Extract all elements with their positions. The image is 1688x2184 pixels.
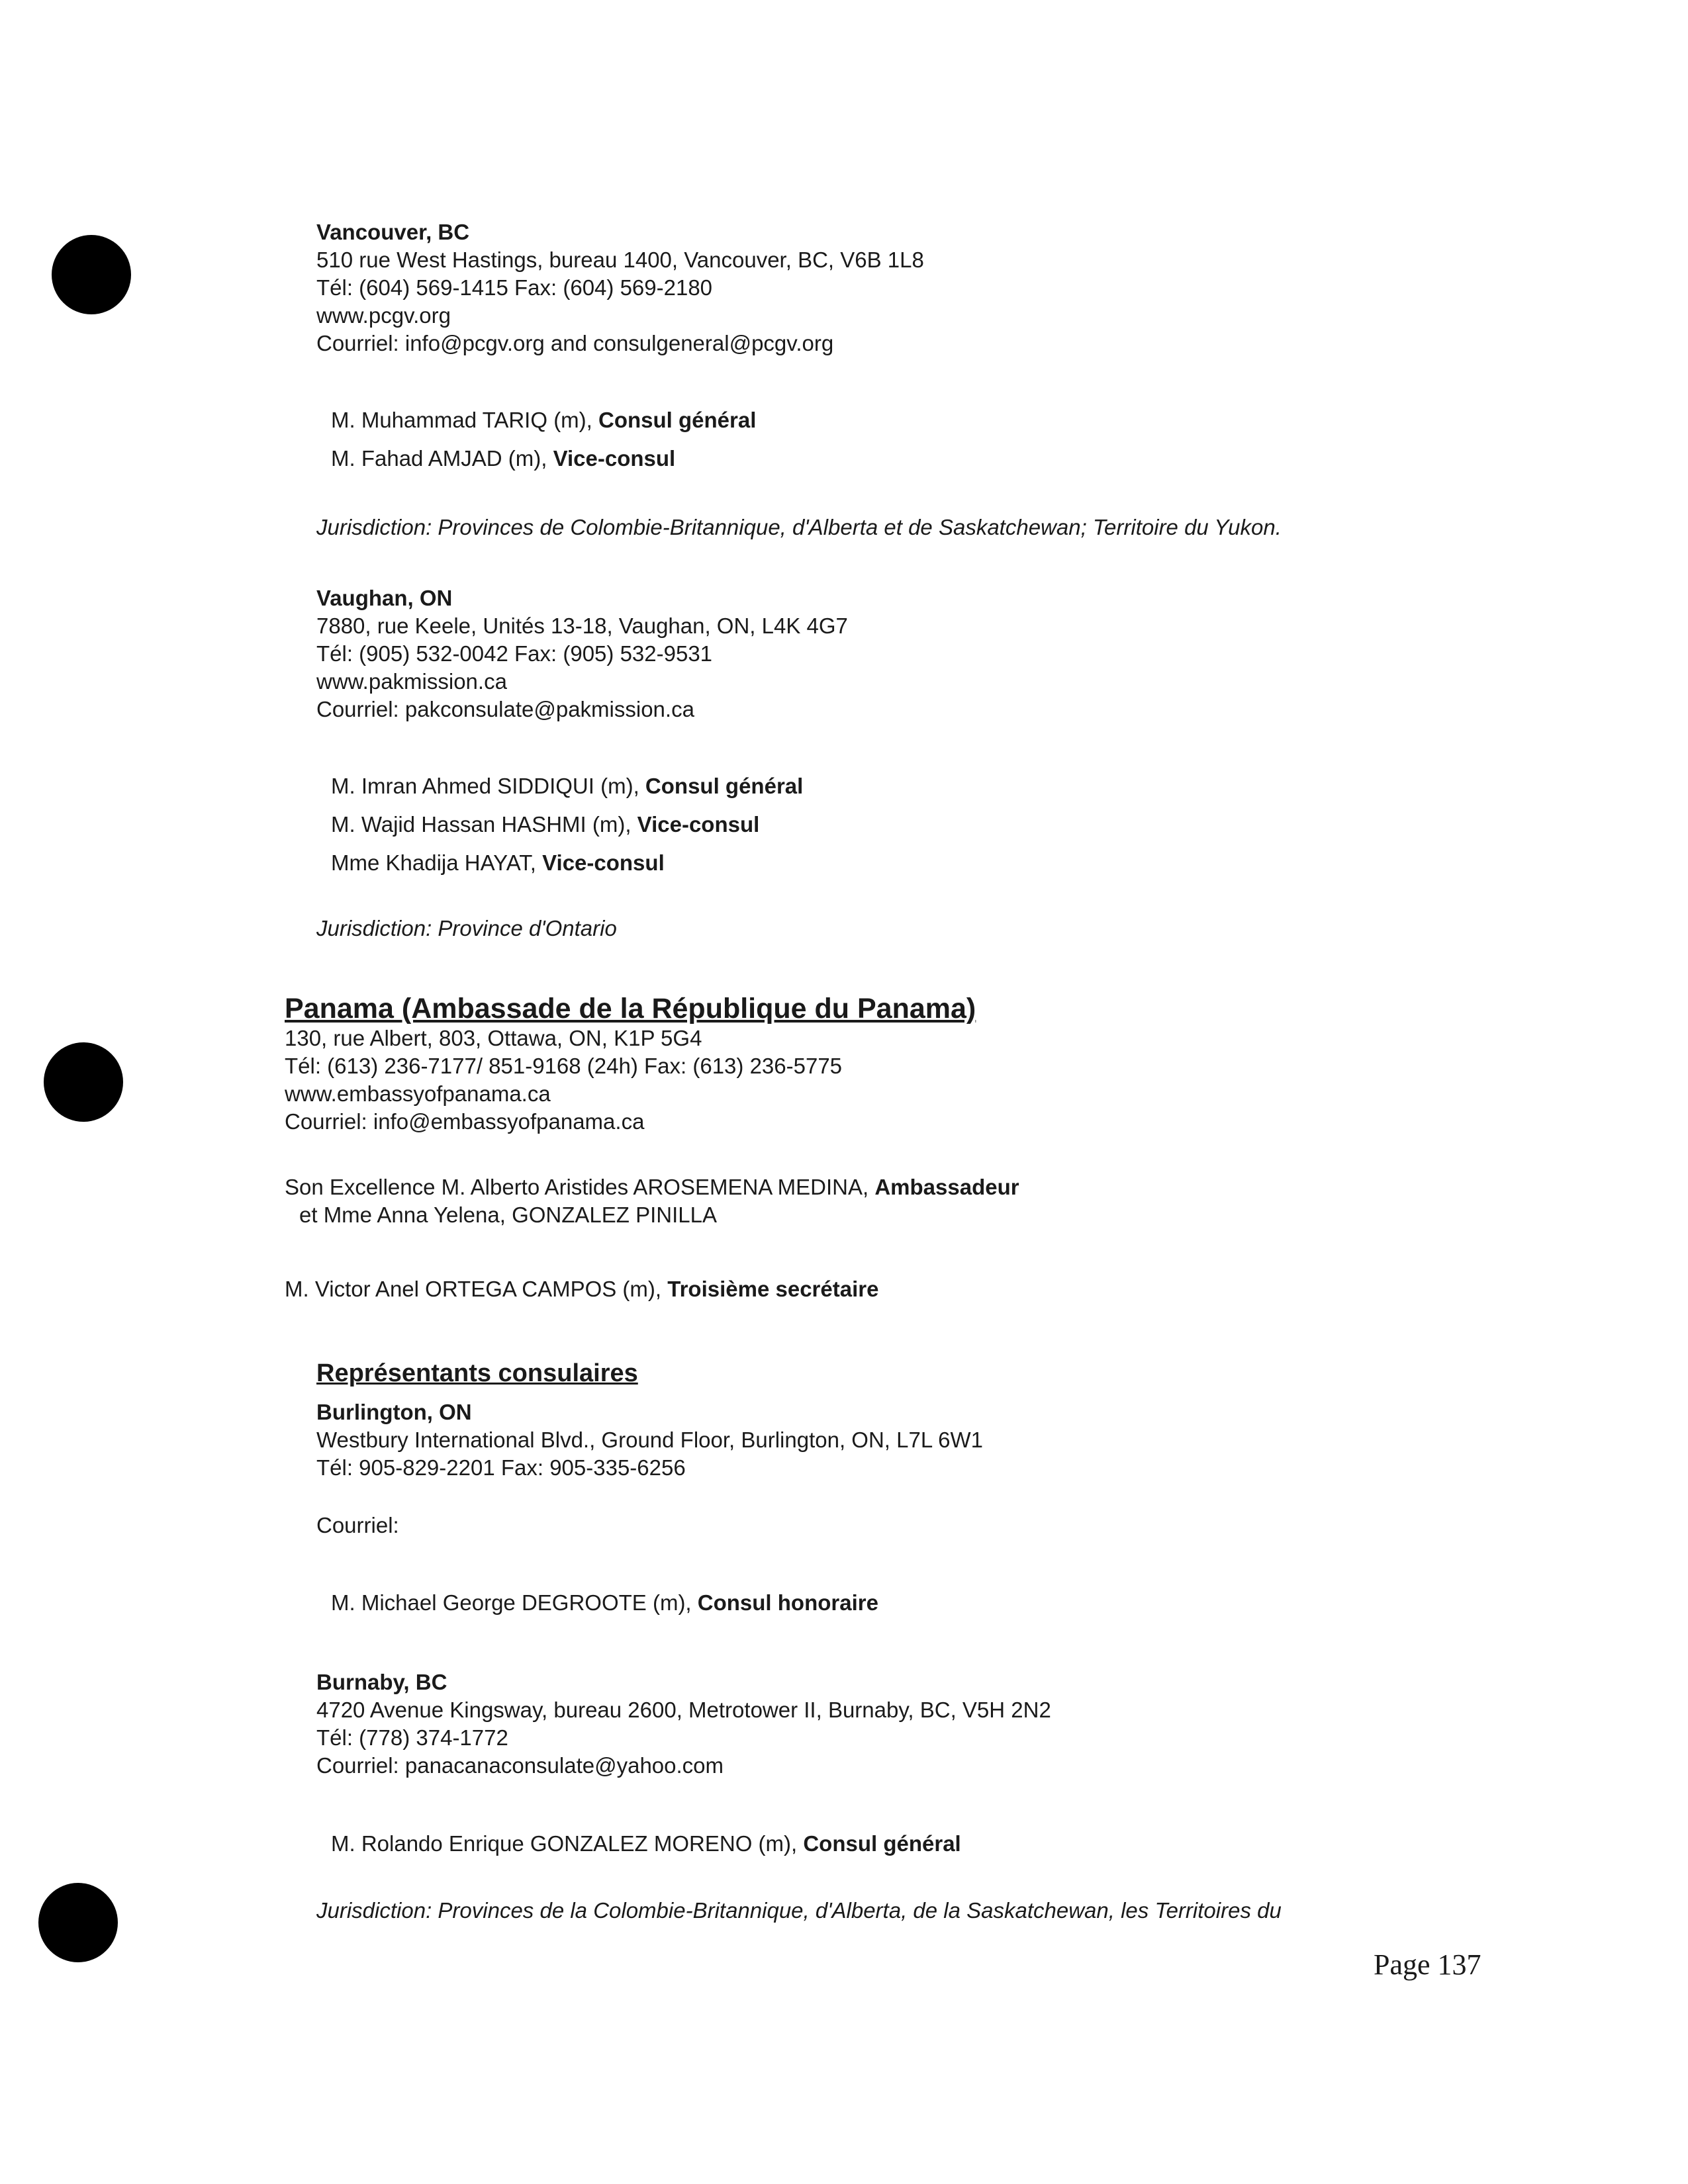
- staff-name: M. Michael George DEGROOTE (m),: [331, 1590, 698, 1615]
- staff-title: Vice-consul: [553, 446, 676, 471]
- ambassador-name: Son Excellence M. Alberto Aristides AROSEMENA MEDINA,: [285, 1175, 875, 1199]
- vancouver-jurisdiction: Jurisdiction: Provinces de Colombie-Britannique, d'Alberta et de Saskatchewan; Territoire du Yukon.: [316, 515, 1282, 539]
- vaughan-email: Courriel: pakconsulate@pakmission.ca: [316, 697, 694, 721]
- vaughan-jurisdiction: Jurisdiction: Province d'Ontario: [316, 916, 617, 940]
- vancouver-contact-block: [316, 218, 924, 357]
- burlington-contact-block: [316, 1398, 983, 1482]
- punch-hole-top: [52, 235, 131, 314]
- punch-hole-middle: [44, 1042, 123, 1122]
- panama-heading: Panama (Ambassade de la République du Panama): [285, 993, 976, 1024]
- vancouver-city: Vancouver, BC: [316, 220, 470, 244]
- staff-title: Vice-consul: [542, 850, 665, 875]
- secretary-title: Troisième secrétaire: [667, 1277, 879, 1301]
- panama-email: Courriel: info@embassyofpanama.ca: [285, 1109, 645, 1134]
- staff-name: Mme Khadija HAYAT,: [331, 850, 543, 875]
- staff-name: M. Muhammad TARIQ (m),: [331, 408, 598, 432]
- burnaby-address: 4720 Avenue Kingsway, bureau 2600, Metrotower II, Burnaby, BC, V5H 2N2: [316, 1698, 1051, 1722]
- burnaby-phone: Tél: (778) 374-1772: [316, 1725, 508, 1750]
- consular-representatives-heading: Représentants consulaires: [316, 1359, 638, 1387]
- staff-name: M. Wajid Hassan HASHMI (m),: [331, 812, 637, 837]
- vancouver-address: 510 rue West Hastings, bureau 1400, Vancouver, BC, V6B 1L8: [316, 248, 924, 272]
- vancouver-web: www.pcgv.org: [316, 303, 451, 328]
- vancouver-phone: Tél: (604) 569-1415 Fax: (604) 569-2180: [316, 275, 713, 300]
- punch-hole-bottom: [38, 1883, 118, 1962]
- burnaby-email: Courriel: panacanaconsulate@yahoo.com: [316, 1753, 724, 1778]
- burlington-address: Westbury International Blvd., Ground Floor, Burlington, ON, L7L 6W1: [316, 1428, 983, 1452]
- burnaby-city: Burnaby, BC: [316, 1670, 447, 1694]
- burlington-phone: Tél: 905-829-2201 Fax: 905-335-6256: [316, 1455, 686, 1480]
- vaughan-web: www.pakmission.ca: [316, 669, 507, 694]
- vaughan-staff-1: [331, 772, 803, 800]
- vaughan-address: 7880, rue Keele, Unités 13-18, Vaughan, ON, L4K 4G7: [316, 614, 848, 638]
- panama-ambassador-spouse: et Mme Anna Yelena, GONZALEZ PINILLA: [299, 1203, 717, 1227]
- staff-title: Consul général: [803, 1831, 961, 1856]
- staff-name: M. Imran Ahmed SIDDIQUI (m),: [331, 774, 645, 798]
- burnaby-jurisdiction: Jurisdiction: Provinces de la Colombie-Britannique, d'Alberta, de la Saskatchewan, les Territoires du: [316, 1898, 1282, 1923]
- vancouver-staff-2: [331, 445, 675, 473]
- vaughan-staff-3: [331, 849, 665, 877]
- vaughan-phone: Tél: (905) 532-0042 Fax: (905) 532-9531: [316, 641, 713, 666]
- vaughan-staff-2: [331, 811, 759, 839]
- staff-title: Consul général: [598, 408, 757, 432]
- burlington-city: Burlington, ON: [316, 1400, 472, 1424]
- panama-address: 130, rue Albert, 803, Ottawa, ON, K1P 5G4: [285, 1026, 702, 1050]
- burnaby-contact-block: [316, 1668, 1051, 1780]
- vancouver-staff-1: [331, 406, 756, 434]
- vaughan-city: Vaughan, ON: [316, 586, 453, 610]
- ambassador-title: Ambassadeur: [874, 1175, 1019, 1199]
- page-number: Page 137: [1374, 1948, 1481, 1981]
- panama-secretary: [285, 1275, 878, 1303]
- panama-embassy-block: [285, 993, 976, 1136]
- panama-phone: Tél: (613) 236-7177/ 851-9168 (24h) Fax: (613) 236-5775: [285, 1054, 843, 1078]
- burnaby-staff: [331, 1830, 961, 1858]
- burlington-staff: [331, 1589, 878, 1617]
- vaughan-contact-block: [316, 584, 848, 723]
- staff-title: Consul honoraire: [697, 1590, 878, 1615]
- staff-title: Consul général: [645, 774, 804, 798]
- burlington-email: Courriel:: [316, 1513, 399, 1537]
- staff-name: M. Rolando Enrique GONZALEZ MORENO (m),: [331, 1831, 804, 1856]
- staff-title: Vice-consul: [637, 812, 760, 837]
- panama-web: www.embassyofpanama.ca: [285, 1081, 551, 1106]
- staff-name: M. Fahad AMJAD (m),: [331, 446, 553, 471]
- secretary-name: M. Victor Anel ORTEGA CAMPOS (m),: [285, 1277, 668, 1301]
- vancouver-email: Courriel: info@pcgv.org and consulgeneral@pcgv.org: [316, 331, 834, 355]
- panama-ambassador: [285, 1173, 1019, 1201]
